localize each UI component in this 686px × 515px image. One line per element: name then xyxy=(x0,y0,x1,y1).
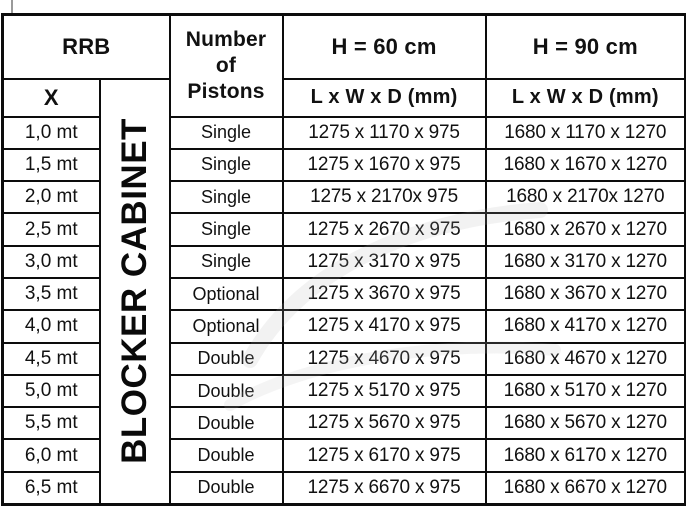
cell-pistons: Optional xyxy=(170,310,283,342)
cell-h60: 1275 x 6170 x 975 xyxy=(283,439,486,471)
cell-x: 3,5 mt xyxy=(3,278,100,310)
header-row-sub xyxy=(3,79,686,117)
header-h60-dims: L x W x D (mm) xyxy=(283,79,486,117)
cell-pistons: Optional xyxy=(170,278,283,310)
cabinet-label: BLOCKER CABINET xyxy=(114,118,154,464)
header-h90-dims: L x W x D (mm) xyxy=(486,79,686,117)
cell-h60: 1275 x 3170 x 975 xyxy=(283,246,486,278)
header-rrb: RRB xyxy=(3,15,170,79)
cell-h90: 1680 x 5170 x 1270 xyxy=(486,375,686,407)
cell-h90: 1680 x 4670 x 1270 xyxy=(486,343,686,375)
cell-x: 2,0 mt xyxy=(3,181,100,213)
cell-h60: 1275 x 3670 x 975 xyxy=(283,278,486,310)
header-pistons-line-3: Pistons xyxy=(187,79,265,103)
cell-h60: 1275 x 4170 x 975 xyxy=(283,310,486,342)
header-h60: H = 60 cm xyxy=(283,15,486,79)
cell-pistons: Single xyxy=(170,246,283,278)
cell-h90: 1680 x 2170x 1270 xyxy=(486,181,686,213)
cell-x: 5,0 mt xyxy=(3,375,100,407)
cell-x: 3,0 mt xyxy=(3,246,100,278)
header-pistons-line-1: Number xyxy=(185,28,267,52)
blocker-cabinet-spec-table xyxy=(1,13,686,506)
cell-pistons: Double xyxy=(170,375,283,407)
cell-h90: 1680 x 6670 x 1270 xyxy=(486,472,686,504)
cabinet-cell xyxy=(100,79,170,505)
cell-x: 6,5 mt xyxy=(3,472,100,504)
cell-x: 1,0 mt xyxy=(3,117,100,149)
cell-pistons: Single xyxy=(170,149,283,181)
cell-h90: 1680 x 1670 x 1270 xyxy=(486,149,686,181)
cell-pistons: Single xyxy=(170,213,283,245)
cell-h90: 1680 x 2670 x 1270 xyxy=(486,213,686,245)
cell-h90: 1680 x 6170 x 1270 xyxy=(486,439,686,471)
cell-x: 5,5 mt xyxy=(3,407,100,439)
cell-x: 2,5 mt xyxy=(3,213,100,245)
cell-h60: 1275 x 5670 x 975 xyxy=(283,407,486,439)
cell-h60: 1275 x 1170 x 975 xyxy=(283,117,486,149)
header-pistons-line-2: of xyxy=(215,53,237,77)
cell-h60: 1275 x 2670 x 975 xyxy=(283,213,486,245)
cell-pistons: Double xyxy=(170,407,283,439)
scan-artifact-mark xyxy=(11,0,13,13)
header-h90: H = 90 cm xyxy=(486,15,686,79)
header-x: X xyxy=(3,79,100,117)
cell-pistons: Double xyxy=(170,439,283,471)
cell-h60: 1275 x 2170x 975 xyxy=(283,181,486,213)
cell-pistons: Single xyxy=(170,181,283,213)
cell-x: 6,0 mt xyxy=(3,439,100,471)
cell-h60: 1275 x 1670 x 975 xyxy=(283,149,486,181)
cell-h90: 1680 x 5670 x 1270 xyxy=(486,407,686,439)
cell-h90: 1680 x 3670 x 1270 xyxy=(486,278,686,310)
header-row-top xyxy=(3,15,686,79)
cell-x: 4,0 mt xyxy=(3,310,100,342)
cell-h90: 1680 x 1170 x 1270 xyxy=(486,117,686,149)
header-number-of-pistons xyxy=(170,15,283,117)
cell-h60: 1275 x 6670 x 975 xyxy=(283,472,486,504)
cell-x: 4,5 mt xyxy=(3,343,100,375)
cell-h60: 1275 x 5170 x 975 xyxy=(283,375,486,407)
cell-pistons: Double xyxy=(170,472,283,504)
cell-h60: 1275 x 4670 x 975 xyxy=(283,343,486,375)
cell-h90: 1680 x 4170 x 1270 xyxy=(486,310,686,342)
cell-h90: 1680 x 3170 x 1270 xyxy=(486,246,686,278)
cell-x: 1,5 mt xyxy=(3,149,100,181)
cell-pistons: Single xyxy=(170,117,283,149)
cell-pistons: Double xyxy=(170,343,283,375)
